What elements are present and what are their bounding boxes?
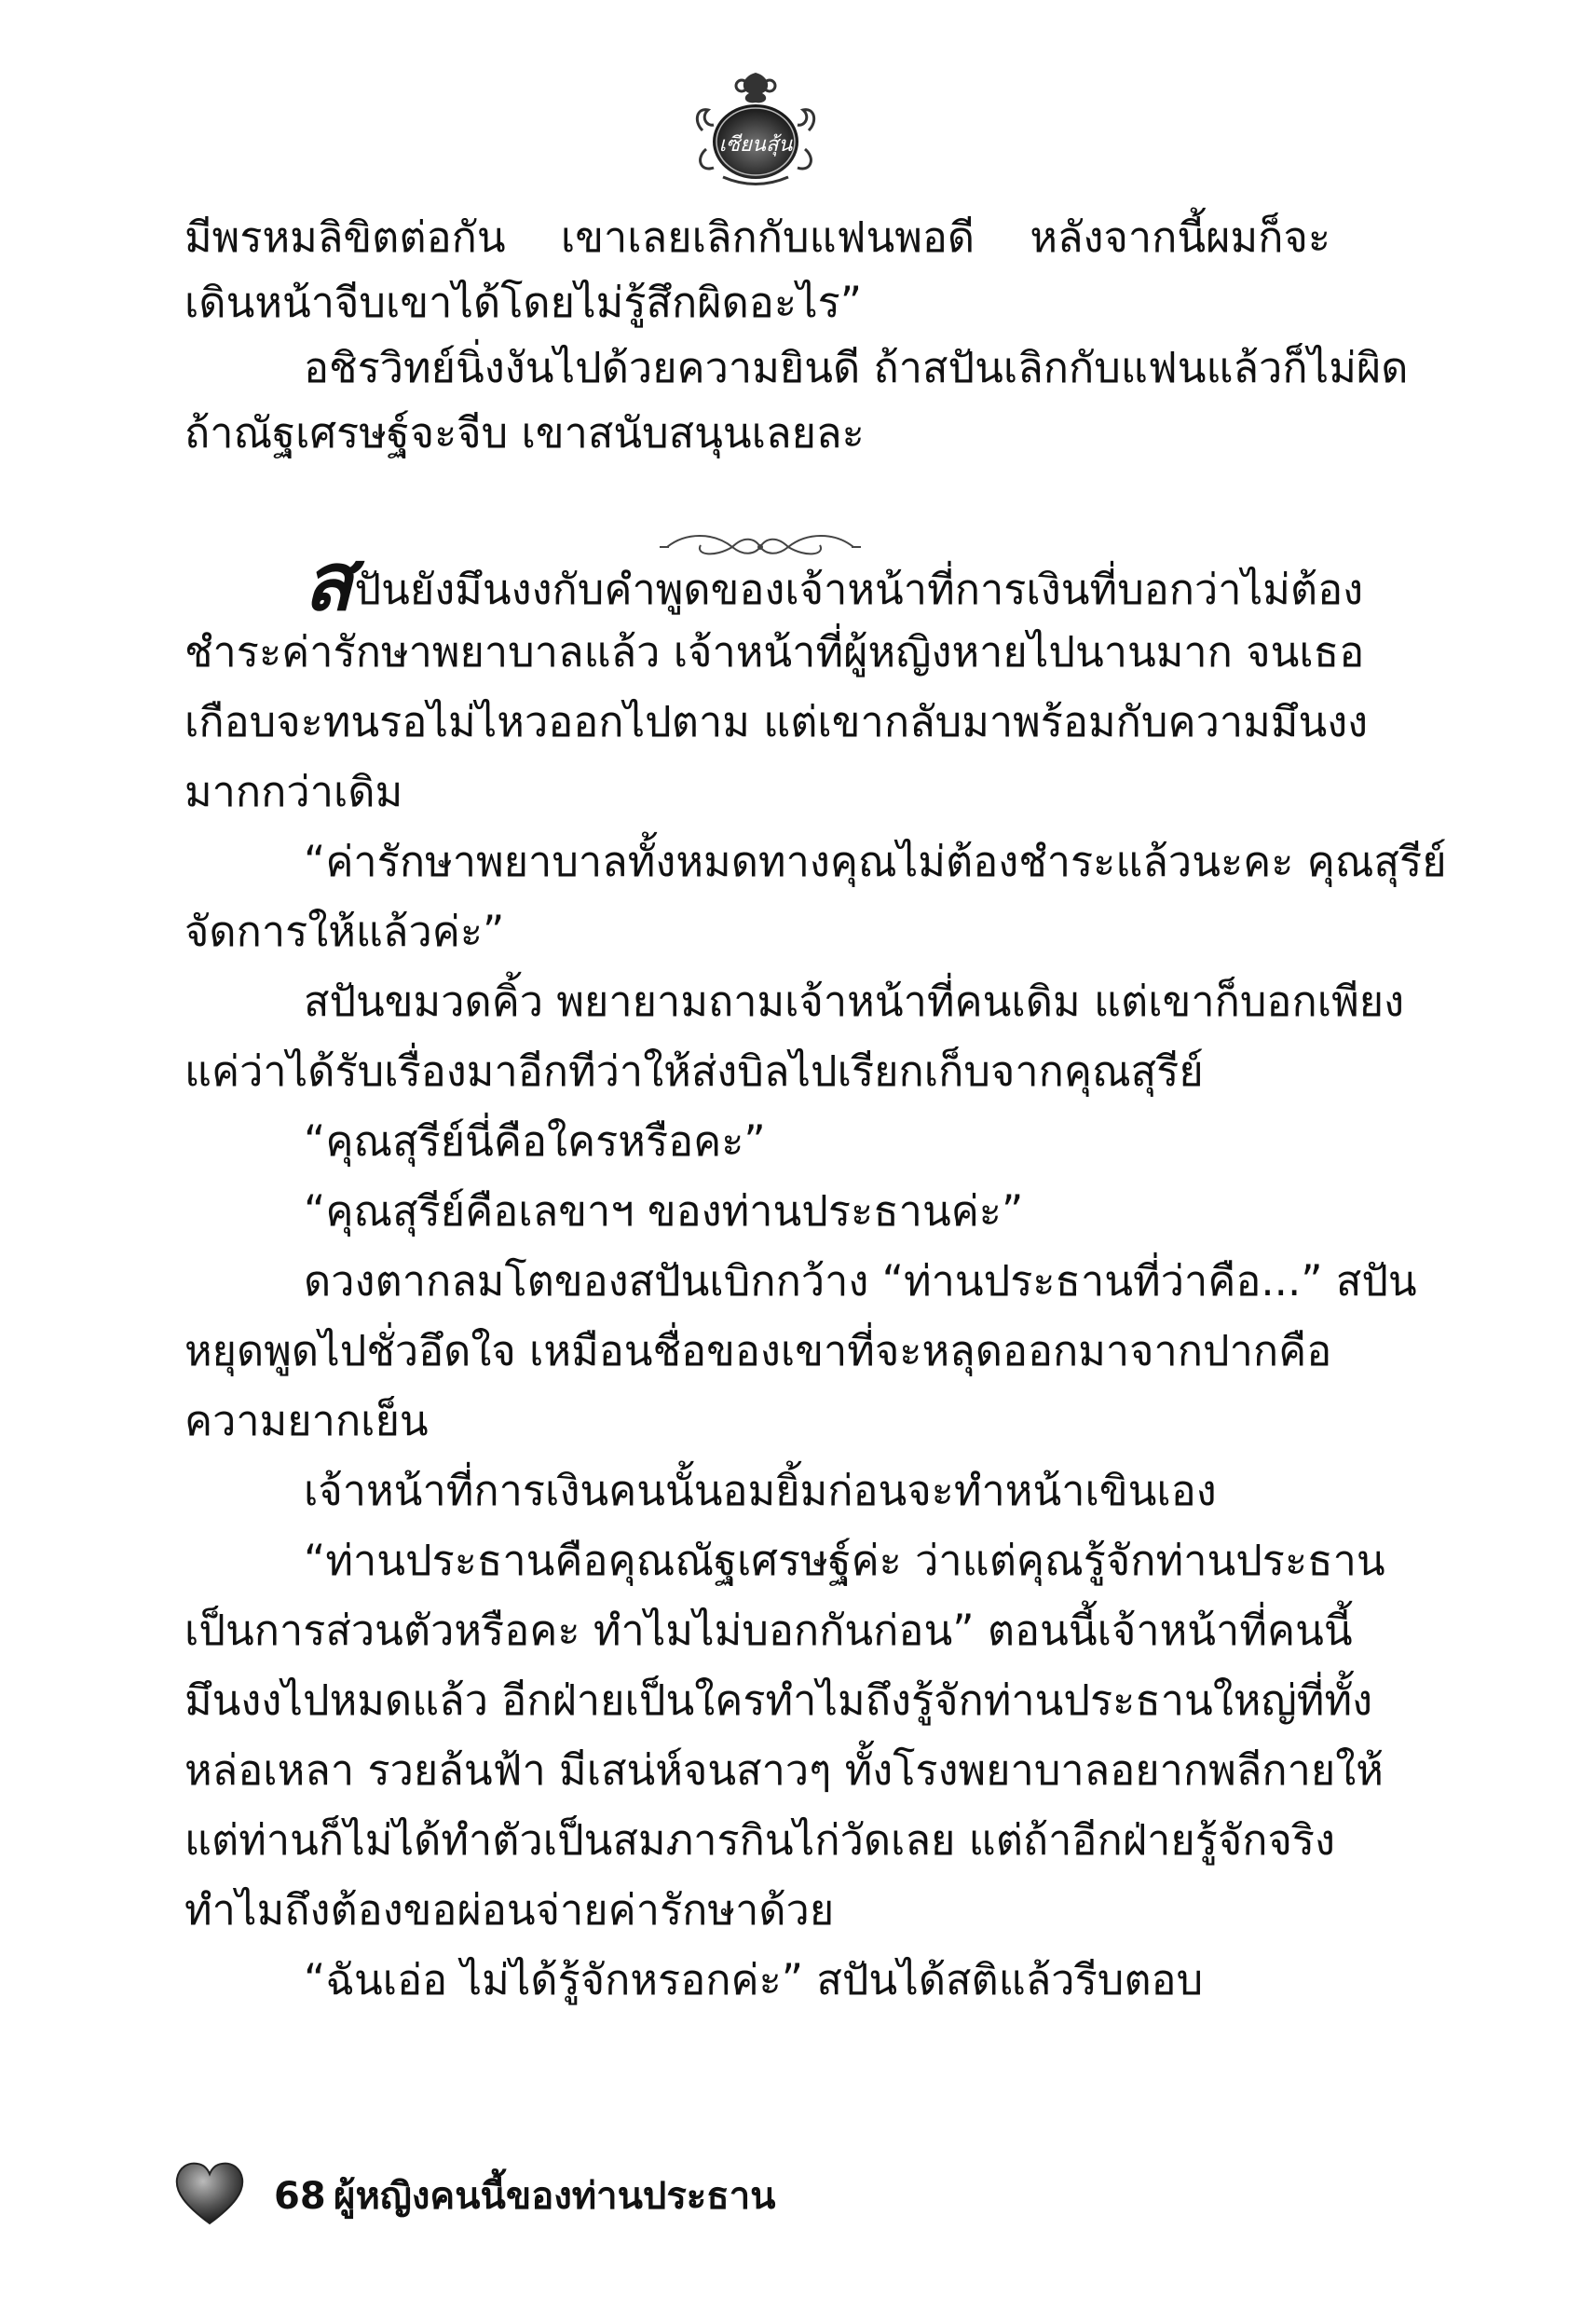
body-line: “ค่ารักษาพยาบาลทั้งหมดทางคุณไม่ต้องชำระแล้วนะคะ คุณสุรีย์ [304, 837, 1447, 886]
body-line: แต่ท่านก็ไม่ได้ทำตัวเป็นสมภารกินไก่วัดเลย แต่ถ้าอีกฝ่ายรู้จักจริง [184, 1815, 1335, 1865]
body-line: มีพรหมลิขิตต่อกัน เขาเลยเลิกกับแฟนพอดี หลังจากนี้ผมก็จะ [184, 212, 1330, 262]
book-title: ผู้หญิงคนนี้ของท่านประธาน [334, 2175, 776, 2218]
body-line: ดวงตากลมโตของสปันเบิกกว้าง “ท่านประธานที่ว่าคือ...” สปัน [304, 1256, 1417, 1306]
body-line: เป็นการส่วนตัวหรือคะ ทำไมไม่บอกกันก่อน” ตอนนี้เจ้าหน้าที่คนนี้ [184, 1606, 1353, 1655]
body-line: หล่อเหลา รวยล้นฟ้า มีเสน่ห์จนสาวๆ ทั้งโรงพยาบาลอยากพลีกายให้ [184, 1745, 1384, 1795]
body-line: ชำระค่ารักษาพยาบาลแล้ว เจ้าหน้าที่ผู้หญิงหายไปนานมาก จนเธอ [184, 627, 1365, 677]
ornamental-crest-icon [686, 65, 825, 186]
body-line: เดินหน้าจีบเขาได้โดยไม่รู้สึกผิดอะไร” [184, 278, 863, 327]
body-line: “คุณสุรีย์นี่คือใครหรือคะ” [304, 1116, 766, 1166]
body-line: ทำไมถึงต้องขอผ่อนจ่ายค่ารักษาด้วย [184, 1885, 835, 1935]
body-line: จัดการให้แล้วค่ะ” [184, 907, 505, 956]
body-line: “ท่านประธานคือคุณณัฐเศรษฐ์ค่ะ ว่าแต่คุณรู้จักท่านประธาน [304, 1536, 1385, 1585]
body-line: สปันขมวดคิ้ว พยายามถามเจ้าหน้าที่คนเดิม แต่เขาก็บอกเพียง [304, 977, 1405, 1026]
body-line: “ฉันเอ่อ ไม่ได้รู้จักหรอกค่ะ” สปันได้สติแล้วรีบตอบ [304, 1955, 1204, 2004]
heart-icon [173, 2160, 246, 2227]
body-line: อชิรวิทย์นิ่งงันไปด้วยความยินดี ถ้าสปันเลิกกับแฟนแล้วก็ไม่ผิด [304, 343, 1409, 392]
ornamental-flourish-icon [658, 526, 863, 567]
body-line: มากกว่าเดิม [184, 767, 403, 816]
body-line: ความยากเย็น [184, 1396, 429, 1445]
body-line: เจ้าหน้าที่การเงินคนนั้นอมยิ้มก่อนจะทำหน้าเขินเอง [304, 1466, 1217, 1515]
logo-text: เซียนสุ้น [718, 133, 793, 157]
body-line: ถ้าณัฐเศรษฐ์จะจีบ เขาสนับสนุนเลยละ [184, 408, 865, 458]
page-footer [173, 2160, 1012, 2235]
body-line: แค่ว่าได้รับเรื่องมาอีกทีว่าให้ส่งบิลไปเรียกเก็บจากคุณสุรีย์ [184, 1046, 1204, 1096]
body-line: “คุณสุรีย์คือเลขาฯ ของท่านประธานค่ะ” [304, 1186, 1024, 1236]
body-line: มึนงงไปหมดแล้ว อีกฝ่ายเป็นใครทำไมถึงรู้จักท่านประธานใหญ่ที่ทั้ง [184, 1675, 1373, 1725]
page-number: 68 [274, 2175, 326, 2218]
drop-cap: ส [304, 536, 353, 629]
body-line: หยุดพูดไปชั่วอึดใจ เหมือนชื่อของเขาที่จะหลุดออกมาจากปากคือ [184, 1326, 1332, 1375]
body-line: เกือบจะทนรอไม่ไหวออกไปตาม แต่เขากลับมาพร้อมกับความมึนงง [184, 697, 1369, 746]
body-line-first: สปันยังมึนงงกับคำพูดของเจ้าหน้าที่การเงินที่บอกว่าไม่ต้อง [304, 536, 1364, 629]
